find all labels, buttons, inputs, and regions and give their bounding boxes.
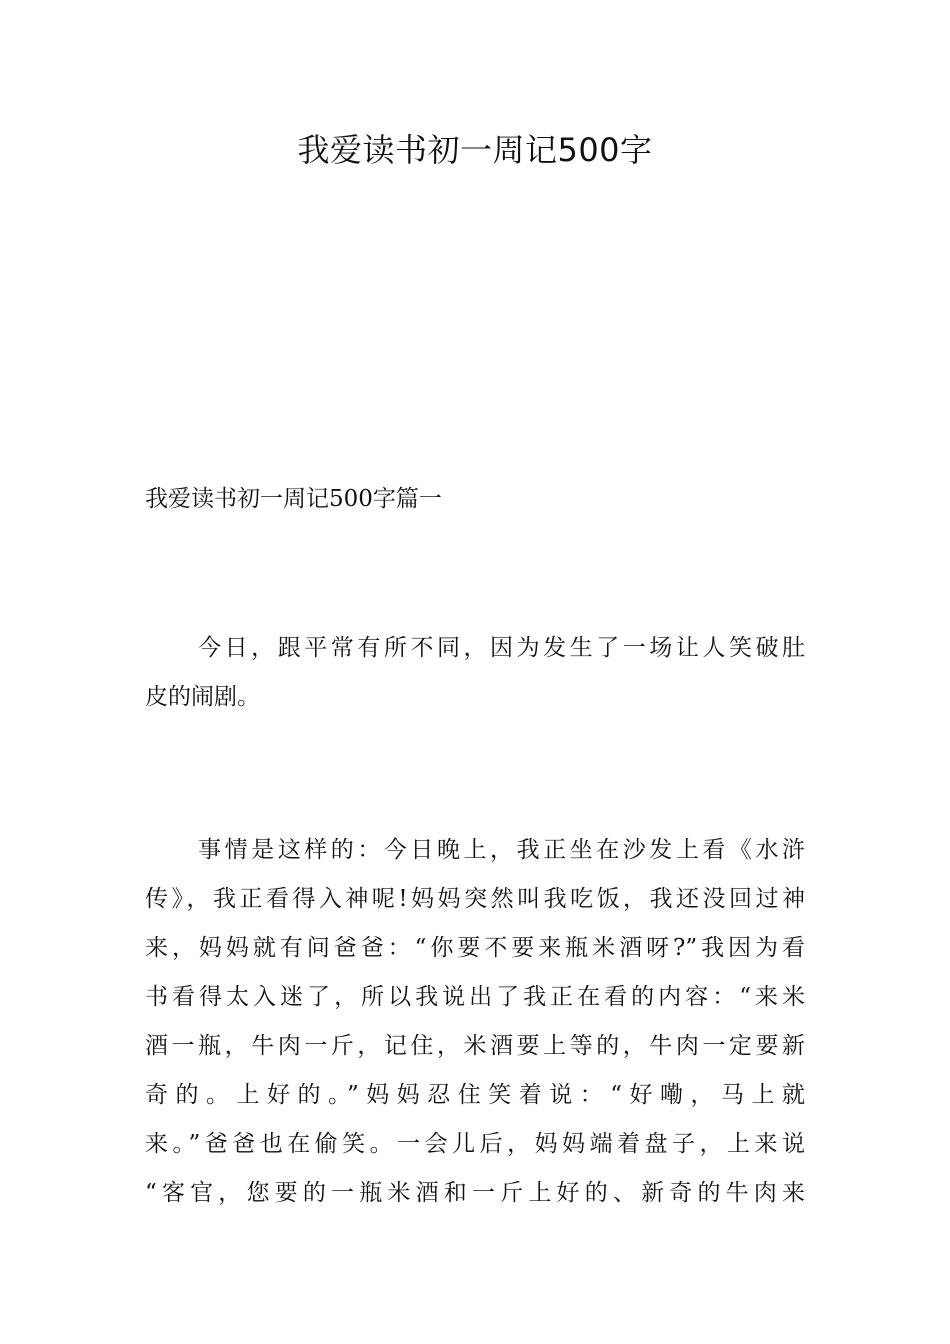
document-title: 我爱读书初一周记500字 xyxy=(297,131,653,169)
paragraph-intro xyxy=(145,624,805,722)
section-heading: 我爱读书初一周记500字篇一 xyxy=(145,486,442,512)
paragraph-line: 皮的闹剧。 xyxy=(145,684,260,710)
paragraph-line: 酒一瓶，牛肉一斤，记住，米酒要上等的，牛肉一定要新 xyxy=(145,1033,805,1059)
paragraph-line: 事情是这样的：今日晚上，我正坐在沙发上看《水浒 xyxy=(145,837,805,863)
paragraph-line: 传》，我正看得入神呢!妈妈突然叫我吃饭，我还没回过神 xyxy=(145,886,805,912)
paragraph-line: 来，妈妈就有问爸爸：“你要不要来瓶米酒呀?”我因为看 xyxy=(145,935,805,961)
paragraph-line: “客官，您要的一瓶米酒和一斤上好的、新奇的牛肉来 xyxy=(145,1180,805,1206)
paragraph-line: 书看得太入迷了，所以我说出了我正在看的内容：“来米 xyxy=(145,984,805,1010)
paragraph-line: 奇的。上好的。”妈妈忍住笑着说：“好嘞，马上就 xyxy=(145,1082,805,1108)
paragraph-story xyxy=(145,826,805,1218)
paragraph-line: 来。”爸爸也在偷笑。一会儿后，妈妈端着盘子，上来说 xyxy=(145,1131,805,1157)
paragraph-line: 今日，跟平常有所不同，因为发生了一场让人笑破肚 xyxy=(145,635,805,661)
